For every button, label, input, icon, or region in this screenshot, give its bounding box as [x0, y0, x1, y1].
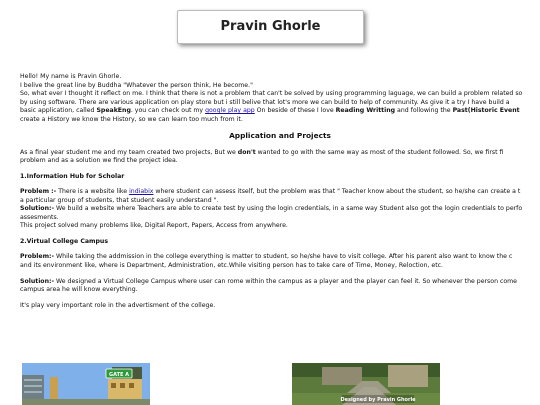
project1-problem [20, 188, 540, 197]
solution-label: Solution:- [20, 277, 55, 285]
solution-text: We designed a Virtual College Campus where user can rome within the campus as a player and the player can feel it. So whenever the person come [54, 277, 517, 285]
intro-line: So, what ever I thought it reflect on me. I think that there is not a problem that can't be solved by using programming laguage, we can build a problem related so [20, 90, 523, 98]
project1-solution: assesments. [20, 213, 59, 221]
problem-text: While taking the addmission in the college everything is matter to student, so he/she have to visit college. After his parent also want to know the c [54, 253, 513, 261]
intro-line: Hello! My name is Pravin Ghorle. [20, 73, 122, 80]
google-play-link[interactable]: google play app [205, 107, 255, 115]
project2-problem [20, 253, 540, 262]
project2-closing: It's play very important role in the advertisment of the college. [20, 301, 216, 309]
indiabix-link[interactable]: indiabix [129, 188, 154, 196]
app-name-speakeng: SpeakEng [96, 107, 131, 115]
intro-text: basic application, called [20, 107, 97, 115]
campus-screenshot-gate [22, 363, 150, 405]
intro-text: On beside of these I love [254, 107, 336, 115]
project1-heading: 1.Information Hub for Scholar [20, 172, 125, 180]
solution-text: We build a website where Teachers are able to create test by using the login credentials, in a same way Student also got the login credentials to perfo [54, 205, 523, 213]
gate-sign-text: GATE A [108, 372, 130, 378]
project1-summary: This project solved many problems like, Digital Report, Papers, Access from anywhere. [20, 222, 288, 230]
title-card [177, 10, 364, 44]
project2-heading: 2.Virtual College Campus [20, 237, 109, 245]
problem-label: Problem:- [20, 253, 55, 261]
project1-solution [20, 205, 540, 214]
section-heading-applications: Application and Projects [229, 131, 331, 141]
page-title: Pravin Ghorle [220, 19, 321, 35]
apps-text: wanted to go with the same way as most of the student followed. So, we first fi [255, 148, 504, 156]
campus-scene-image [292, 363, 440, 405]
problem-label: Problem :- [20, 188, 57, 196]
apps-emphasis: don't [237, 148, 256, 156]
intro-line [20, 107, 540, 116]
intro-line: by using software. There are various application on play store but i still belive that lot's more we can build to help of community. As give it a try I have build a [20, 98, 510, 106]
intro-line: create a History we know the History, so we can learn too much from it. [20, 115, 243, 123]
intro-line: I belive the great line by Buddha "Whatever the person think, He become." [20, 81, 253, 89]
project2-solution [20, 278, 540, 287]
hobby-history: Past(Historic Event [452, 107, 520, 115]
problem-text: There is a website like [56, 188, 130, 196]
project1-problem: a particular group of students, that student easily understand ". [20, 196, 219, 204]
designer-caption: Designed by Pravin Ghorle [340, 397, 416, 403]
apps-paragraph: problem and as a solution we find the project idea. [20, 157, 178, 165]
hobby-reading: Reading Writting [335, 107, 396, 115]
intro-text: . you can check out my [130, 107, 206, 115]
problem-text: where student can assess itself, but the problem was that " Teacher know about the student, so he/she can create a t [153, 188, 521, 196]
campus-scene-image [22, 363, 150, 405]
intro-text: and following the [395, 107, 453, 115]
project2-problem: and its environment like, where is Department, Administration, etc.While visiting person has to take care of Time, Money, Reloction, etc. [20, 261, 444, 269]
solution-label: Solution:- [20, 205, 55, 213]
project2-solution: campus area he will know everything. [20, 286, 138, 294]
campus-screenshot-road [292, 363, 440, 405]
apps-text: As a final year student me and my team created two projects, But we [20, 148, 238, 156]
main-content [20, 73, 540, 310]
apps-paragraph [20, 149, 540, 158]
